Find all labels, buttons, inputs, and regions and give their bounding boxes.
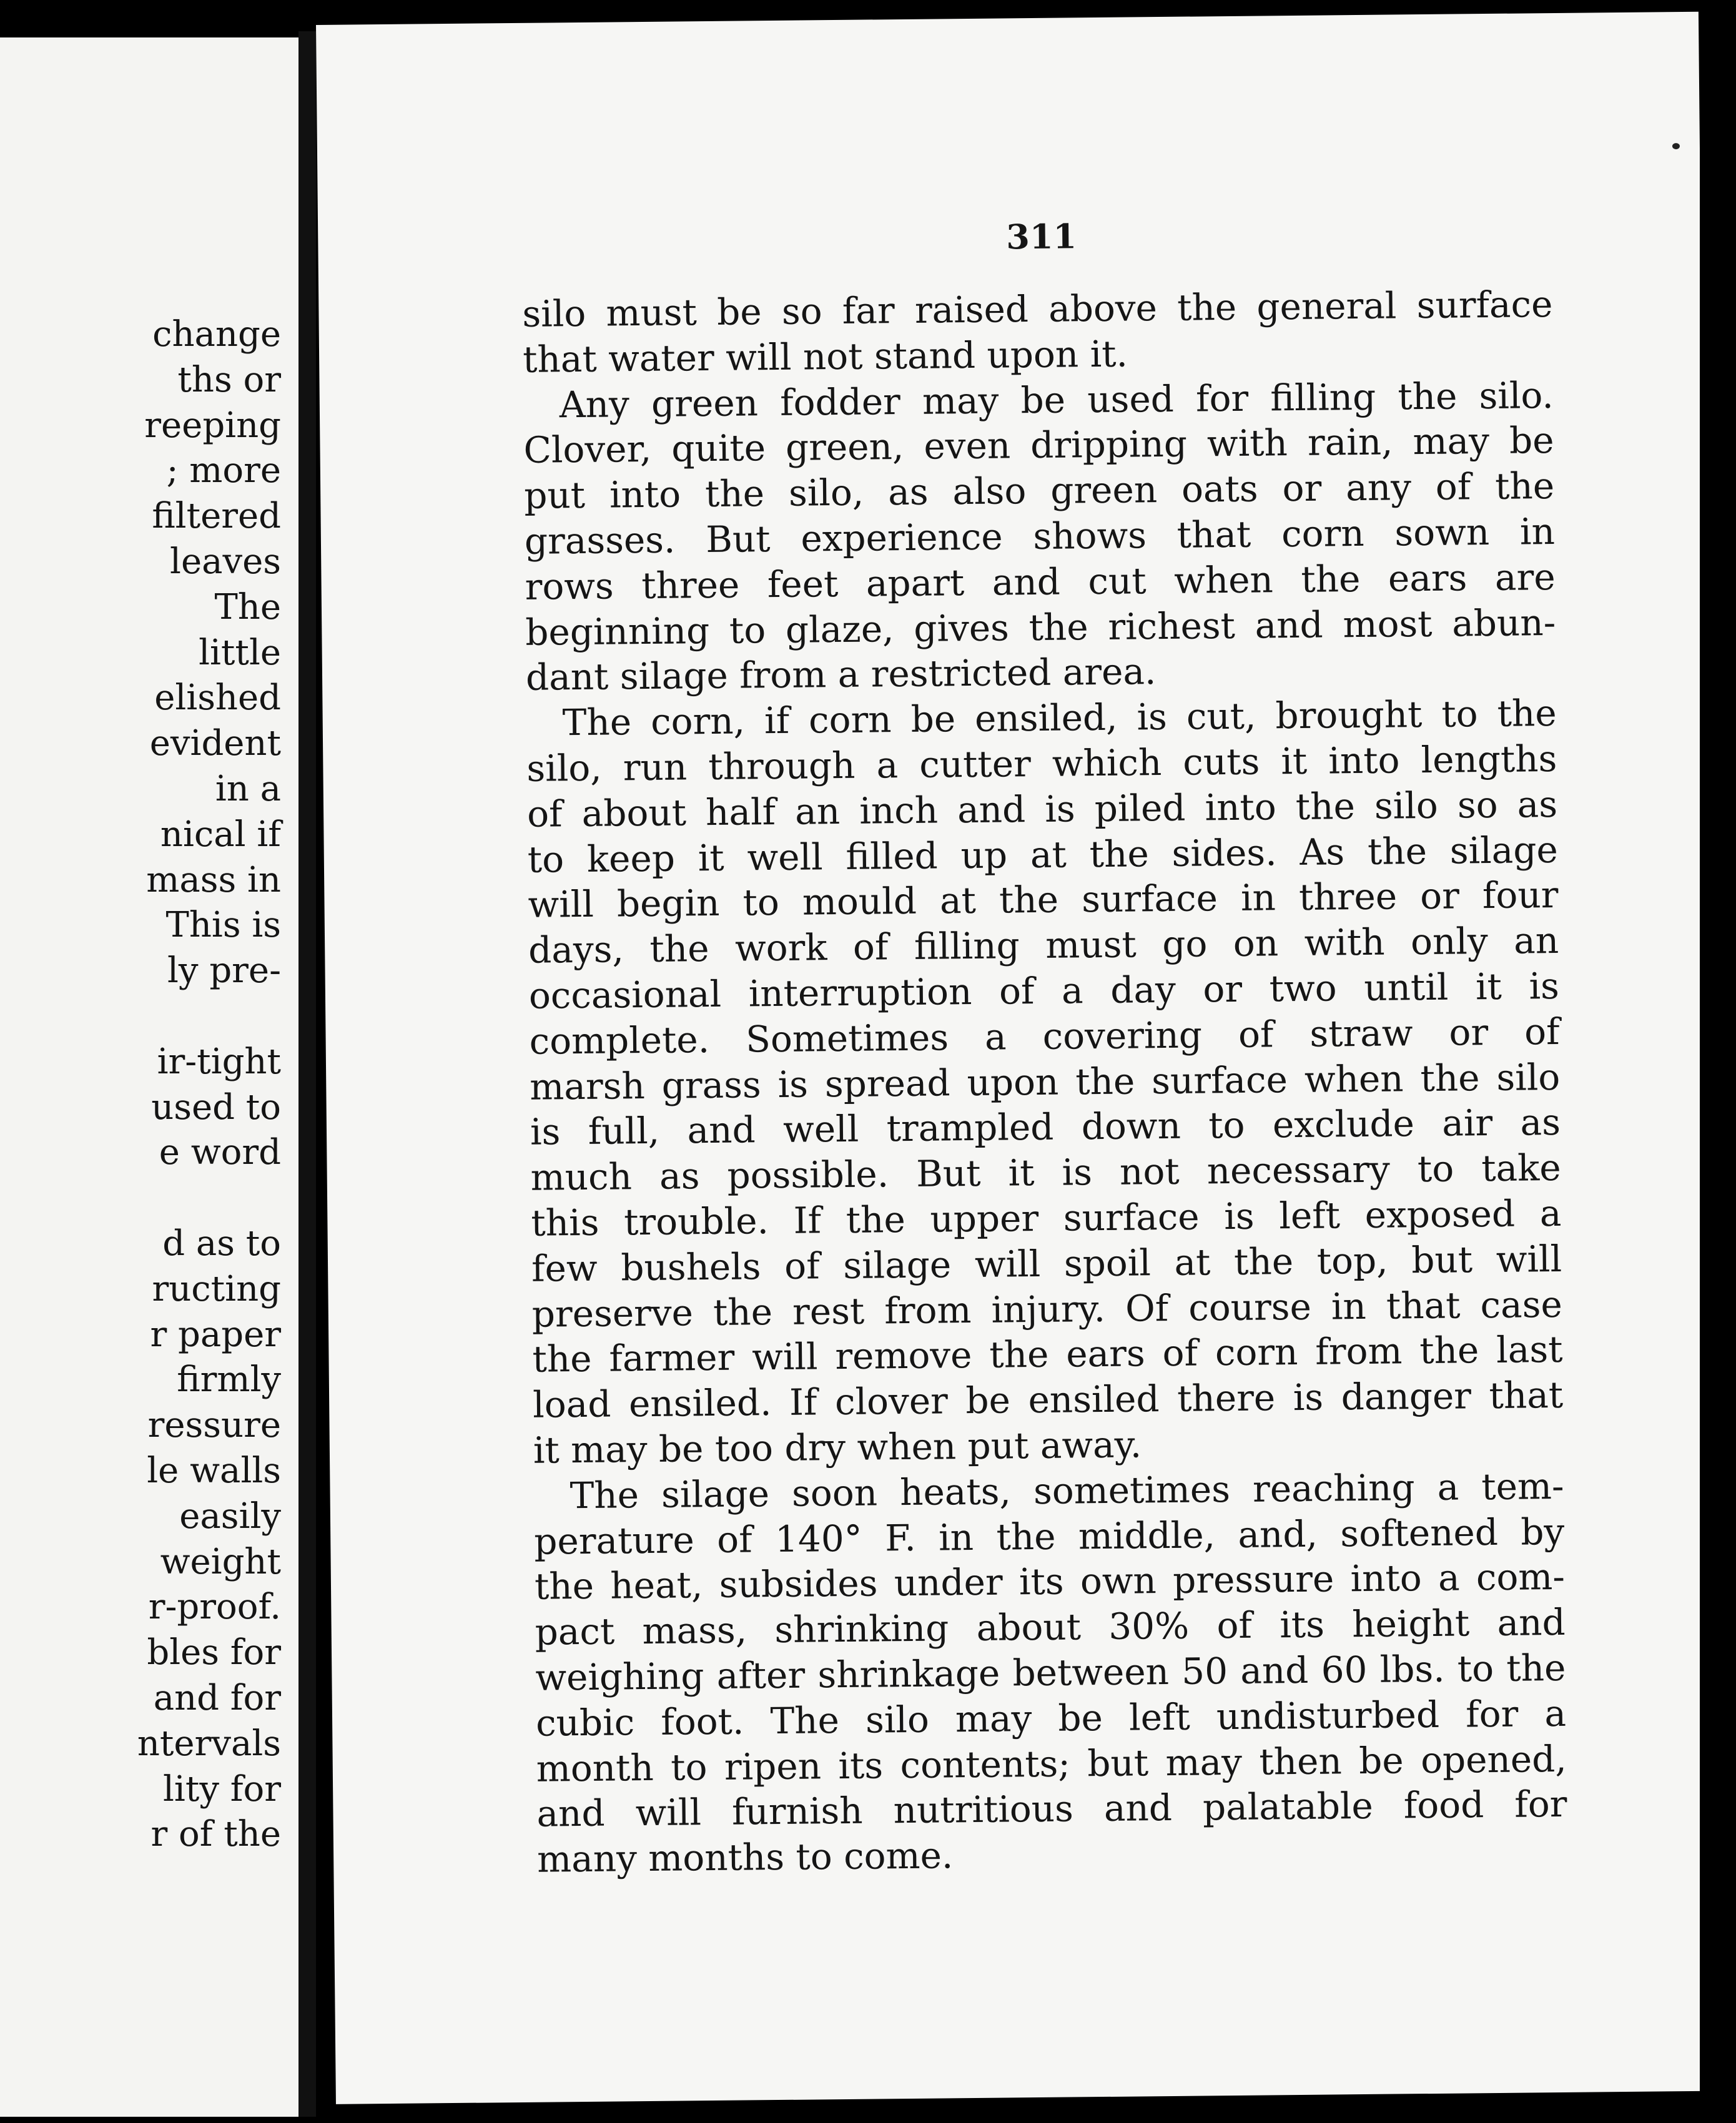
facing-page-line: mass in (146, 859, 281, 900)
facing-page-line: lity for (163, 1768, 281, 1810)
facing-page-line: r-proof. (148, 1587, 281, 1628)
text-line: weighing after shrinkage between 50 and 60 lbs. to the (535, 1646, 1566, 1699)
facing-page-line (19, 1176, 281, 1221)
text-line: and will furnish nutritious and palatable food for (536, 1783, 1567, 1836)
book-gutter (298, 31, 316, 2117)
body-text (522, 282, 1567, 1883)
text-line: occasional interruption of a day or two until it is (528, 964, 1560, 1017)
facing-page-line: le walls (147, 1450, 281, 1491)
text-line: of about half an inch and is piled into the silo so as (526, 782, 1558, 835)
facing-page-line: firmly (177, 1359, 281, 1401)
facing-page-line: little (199, 632, 281, 673)
scan-border-right (1700, 0, 1736, 2123)
facing-page-line: ntervals (137, 1723, 281, 1764)
facing-page-line: leaves (170, 541, 281, 582)
text-line: Clover, quite green, even dripping with rain, may be (523, 419, 1554, 472)
text-line: marsh grass is spread upon the surface when the silo (530, 1055, 1561, 1108)
paragraph (523, 373, 1557, 701)
text-line: The silage soon heats, sometimes reaching a tem- (570, 1464, 1564, 1517)
text-line: month to ripen its contents; but may then be opened, (536, 1737, 1567, 1790)
facing-page-line: bles for (147, 1632, 281, 1673)
facing-page-line: reeping (144, 405, 281, 446)
facing-page-left (0, 37, 298, 2117)
paragraph (522, 282, 1553, 382)
text-line: the heat, subsides under its own pressure into a com- (534, 1555, 1566, 1608)
text-line: rows three feet apart and cut when the ears are (525, 555, 1556, 608)
text-line: pact mass, shrinking about 30% of its height and (535, 1601, 1566, 1653)
text-line: The corn, if corn be ensiled, is cut, brought to the (562, 692, 1557, 744)
text-line: silo must be so far raised above the general surface (522, 283, 1553, 335)
paragraph (526, 691, 1564, 1473)
text-line: that water will not stand upon it. (522, 332, 1128, 381)
facing-page-line: The (214, 586, 281, 628)
facing-page-line: ressure (147, 1405, 281, 1446)
text-line: grasses. But experience shows that corn sown in (524, 510, 1556, 563)
text-line: put into the silo, as also green oats or any of the (523, 465, 1555, 518)
text-line: to keep it well filled up at the sides. As the silage (527, 828, 1559, 881)
facing-page-line: easily (179, 1495, 281, 1537)
text-line: days, the work of filling must go on with only an (528, 919, 1559, 972)
facing-page-line: d as to (162, 1223, 281, 1264)
facing-page-line: ructing (152, 1268, 281, 1309)
text-line: will begin to mould at the surface in three or four (528, 874, 1559, 927)
text-line: silo, run through a cutter which cuts it into lengths (526, 737, 1557, 790)
facing-page-line (19, 994, 281, 1040)
paragraph (533, 1464, 1567, 1883)
facing-page-line: r paper (150, 1314, 281, 1355)
text-line: beginning to glaze, gives the richest and most abun- (525, 601, 1556, 654)
facing-page-line: change (152, 314, 281, 355)
text-line: the farmer will remove the ears of corn from the last (532, 1328, 1563, 1381)
text-line: load ensiled. If clover be ensiled there is danger that (532, 1374, 1564, 1426)
text-line: cubic foot. The silo may be left undisturbed for a (535, 1692, 1567, 1745)
facing-page-line: e word (159, 1132, 281, 1173)
text-line: perature of 140° F. in the middle, and, softened by (533, 1510, 1565, 1563)
facing-page-line: elished (154, 677, 281, 719)
text-line: dant silage from a restricted area. (525, 650, 1157, 699)
facing-page-line: in a (215, 768, 281, 809)
text-line: it may be too dry when put away. (533, 1423, 1142, 1472)
page-number: 311 (1006, 216, 1077, 257)
facing-page-line: nical if (160, 814, 281, 855)
facing-page-line: ; more (166, 450, 281, 491)
facing-page-line: r of the (150, 1814, 281, 1855)
text-line: much as possible. But it is not necessary to take (530, 1146, 1561, 1199)
text-line: many months to come. (536, 1834, 954, 1881)
facing-page-line: used to (151, 1086, 281, 1128)
text-line: preserve the rest from injury. Of course in that case (531, 1283, 1563, 1336)
facing-page-line: ir-tight (157, 1041, 281, 1082)
facing-page-line: ly pre- (167, 950, 281, 992)
facing-page-line: ths or (177, 359, 281, 400)
text-line: Any green fodder may be used for filling the silo. (559, 373, 1554, 426)
text-line: few bushels of silage will spoil at the top, but will (531, 1237, 1562, 1290)
text-line: is full, and well trampled down to exclude air as (530, 1101, 1561, 1154)
facing-page-line: and for (153, 1677, 281, 1718)
facing-page-line: This is (165, 905, 281, 946)
facing-page-line: filtered (152, 496, 281, 537)
text-line: this trouble. If the upper surface is left exposed a (531, 1191, 1562, 1244)
page-311 (316, 12, 1719, 2104)
facing-page-text (19, 312, 281, 1858)
text-line: complete. Sometimes a covering of straw or of (529, 1010, 1560, 1063)
facing-page-line: evident (149, 723, 281, 764)
facing-page-line: weight (160, 1541, 281, 1582)
ink-smudge (1672, 143, 1680, 149)
